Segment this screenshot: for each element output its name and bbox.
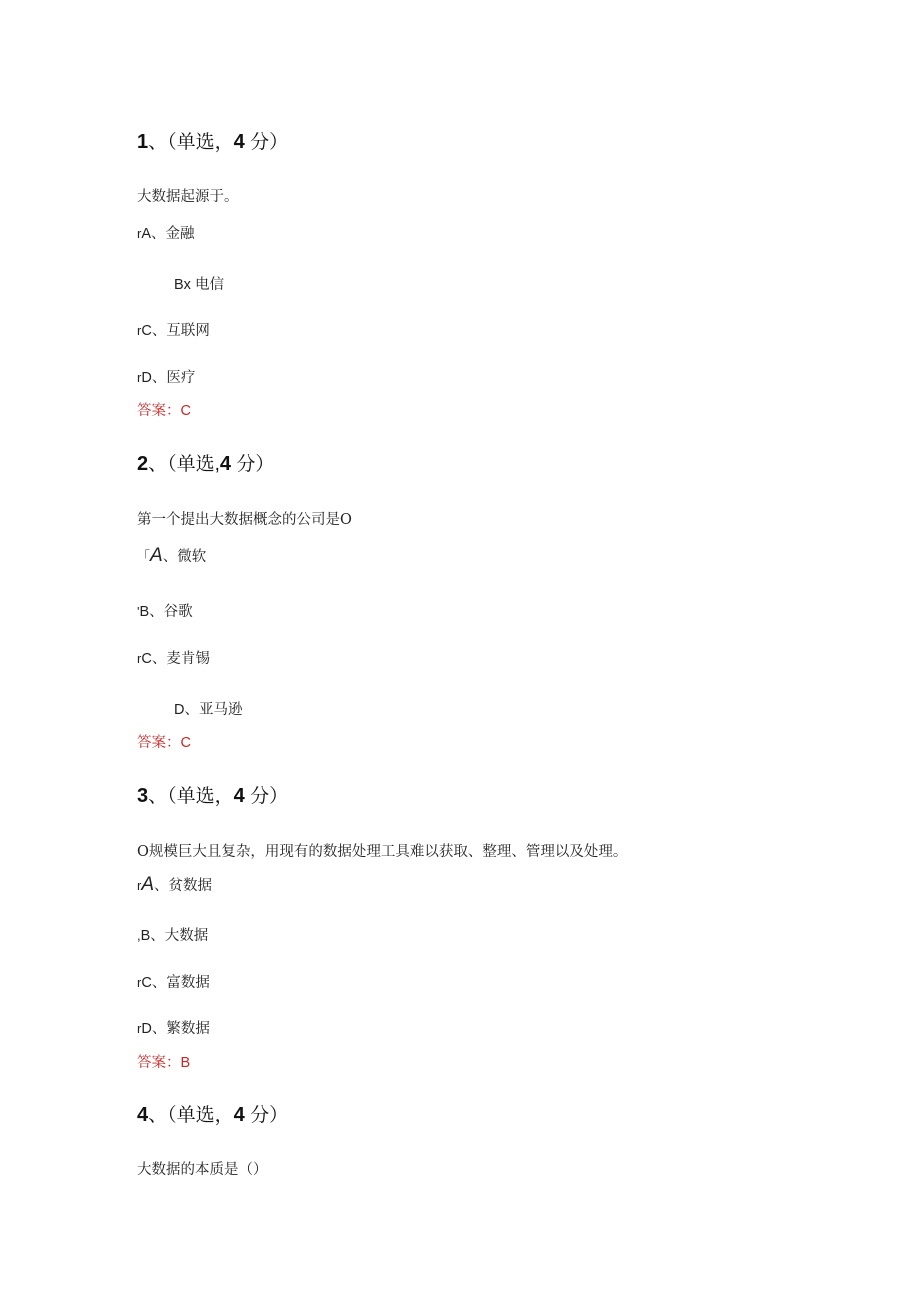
question-3-option-b[interactable] — [137, 924, 208, 945]
question-4-stem: 大数据的本质是（） — [137, 1162, 268, 1178]
option-letter: D、 — [141, 370, 167, 386]
option-letter: C、 — [141, 651, 167, 667]
question-type: （单选， — [167, 132, 234, 153]
question-score-unit: 分） — [250, 786, 289, 807]
question-1-option-d[interactable] — [137, 366, 195, 387]
option-marker: 「 — [137, 549, 151, 564]
option-text: 谷歌 — [163, 604, 193, 620]
option-letter: C、 — [141, 323, 167, 339]
question-3-answer — [137, 1051, 190, 1072]
question-1-heading — [137, 127, 288, 154]
question-3-heading — [137, 781, 288, 808]
question-1-answer — [137, 399, 191, 420]
question-2-option-d[interactable] — [174, 698, 242, 719]
answer-label: 答案： — [137, 735, 181, 751]
question-separator: 、 — [148, 132, 168, 153]
question-2-heading — [137, 449, 274, 476]
question-3-option-c[interactable] — [137, 971, 210, 992]
question-1-option-b[interactable] — [174, 273, 224, 294]
option-text: 互联网 — [166, 323, 210, 339]
question-separator: 、 — [148, 1105, 168, 1126]
question-number: 1 — [137, 131, 149, 153]
option-text: 金融 — [165, 226, 195, 242]
answer-label: 答案： — [137, 403, 181, 419]
option-letter: C、 — [141, 975, 167, 991]
question-number: 2 — [137, 453, 149, 475]
option-text: 、微软 — [162, 549, 207, 565]
question-1-option-c[interactable] — [137, 319, 210, 340]
question-type: （单选， — [167, 1105, 234, 1126]
option-letter: B、 — [139, 604, 164, 620]
option-marker: r — [137, 975, 142, 990]
option-text: 繁数据 — [166, 1021, 210, 1037]
option-letter: B、 — [140, 928, 165, 944]
question-4-heading — [137, 1100, 288, 1127]
question-score-unit: 分） — [250, 132, 289, 153]
option-letter: Bx — [174, 277, 195, 293]
answer-value: C — [180, 735, 191, 751]
option-text: 电信 — [194, 277, 224, 293]
question-2-stem: 第一个提出大数据概念的公司是O — [137, 512, 352, 528]
option-marker: r — [137, 226, 142, 241]
option-marker: r — [137, 370, 142, 385]
option-letter: D、 — [141, 1021, 167, 1037]
option-letter: A — [150, 545, 163, 566]
question-score: 4 — [233, 1104, 245, 1126]
answer-label: 答案： — [137, 1055, 181, 1071]
answer-value: C — [180, 403, 191, 419]
option-text: 富数据 — [166, 975, 210, 991]
question-3-stem: O规模巨大且复杂，用现有的数据处理工具难以获取、整理、管理以及处理。 — [137, 844, 628, 860]
question-score: 4 — [233, 131, 245, 153]
option-text: 医疗 — [166, 370, 196, 386]
question-1-option-a[interactable] — [137, 222, 195, 243]
question-separator: 、 — [148, 454, 168, 475]
question-2-option-a[interactable] — [137, 545, 206, 567]
option-text: 大数据 — [164, 928, 209, 944]
option-marker: r — [137, 651, 142, 666]
question-separator: 、 — [148, 786, 168, 807]
option-text: 麦肯锡 — [166, 651, 210, 667]
option-marker: r — [137, 323, 142, 338]
option-marker: r — [137, 1021, 142, 1036]
question-1-stem: 大数据起源于。 — [137, 189, 239, 205]
question-score-unit: 分） — [250, 1105, 289, 1126]
question-2-option-c[interactable] — [137, 647, 210, 668]
question-number: 4 — [137, 1104, 149, 1126]
option-letter: D、 — [174, 702, 199, 718]
question-score: 4 — [219, 453, 232, 475]
question-type: （单选, — [167, 454, 220, 475]
option-marker: , — [137, 928, 141, 943]
question-score: 4 — [233, 785, 245, 807]
question-2-answer — [137, 731, 191, 752]
question-type: （单选， — [167, 786, 234, 807]
option-marker: ' — [137, 604, 140, 619]
question-3-option-a[interactable] — [137, 874, 212, 896]
option-letter: A、 — [141, 226, 166, 242]
question-score-unit: 分） — [236, 454, 275, 475]
option-text: 亚马逊 — [198, 702, 243, 718]
question-3-option-d[interactable] — [137, 1017, 210, 1038]
option-letter: A — [141, 874, 155, 895]
option-marker: r — [137, 878, 142, 893]
answer-value: B — [180, 1055, 191, 1071]
option-text: 、贫数据 — [154, 878, 213, 894]
question-2-option-b[interactable] — [137, 600, 193, 621]
question-number: 3 — [137, 785, 149, 807]
